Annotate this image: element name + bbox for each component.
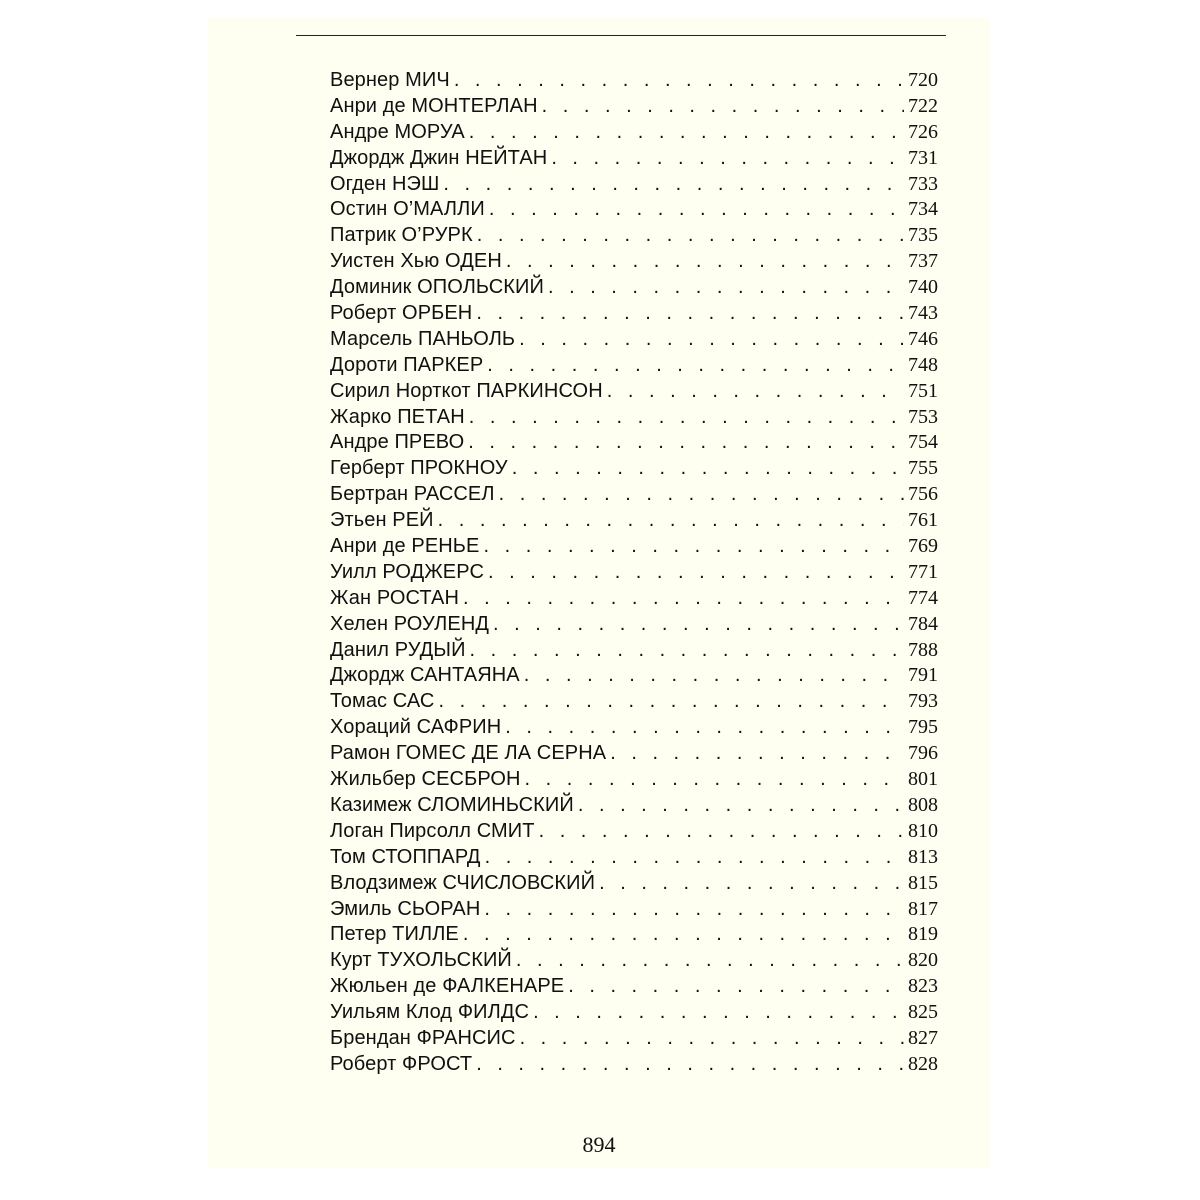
toc-dot-leader bbox=[519, 327, 904, 353]
toc-entry bbox=[330, 1026, 938, 1052]
toc-dot-leader bbox=[499, 482, 904, 508]
toc-entry-page: 755 bbox=[908, 457, 938, 480]
toc-entry-name: Курт ТУХОЛЬСКИЙ bbox=[330, 949, 512, 972]
toc-entry-name: Роберт ФРОСТ bbox=[330, 1052, 473, 1075]
toc-dot-leader bbox=[599, 871, 904, 897]
toc-entry-page: 761 bbox=[908, 509, 938, 532]
toc-entry bbox=[330, 379, 938, 405]
toc-dot-leader bbox=[524, 663, 904, 689]
toc-entry-page: 735 bbox=[908, 224, 938, 247]
toc-dot-leader bbox=[505, 715, 904, 741]
toc-entry bbox=[330, 275, 938, 301]
toc-dot-leader bbox=[485, 845, 904, 871]
toc-entry-name: Петер ТИЛЛЕ bbox=[330, 923, 459, 946]
toc-entry-page: 756 bbox=[908, 483, 938, 506]
toc-dot-leader bbox=[525, 767, 904, 793]
toc-entry-page: 788 bbox=[908, 638, 938, 661]
toc-dot-leader bbox=[548, 275, 904, 301]
toc-entry-name: Огден НЭШ bbox=[330, 172, 440, 195]
toc-entry-page: 726 bbox=[908, 120, 938, 143]
toc-entry-page: 733 bbox=[908, 172, 938, 195]
toc-entry bbox=[330, 197, 938, 223]
toc-entry-name: Джордж САНТАЯНА bbox=[330, 664, 520, 687]
toc-entry bbox=[330, 741, 938, 767]
toc-entry-page: 784 bbox=[908, 612, 938, 635]
toc-entry-page: 815 bbox=[908, 871, 938, 894]
toc-entry bbox=[330, 586, 938, 612]
toc-entry-name: Жарко ПЕТАН bbox=[330, 405, 465, 428]
toc-entry-name: Томас САС bbox=[330, 690, 435, 713]
toc-entry bbox=[330, 508, 938, 534]
toc-entry bbox=[330, 715, 938, 741]
toc-dot-leader bbox=[443, 172, 904, 198]
toc-entry bbox=[330, 948, 938, 974]
toc-entry bbox=[330, 897, 938, 923]
toc-entry-page: 771 bbox=[908, 560, 938, 583]
toc-entry bbox=[330, 430, 938, 456]
toc-entry-page: 753 bbox=[908, 405, 938, 428]
toc-entry-page: 743 bbox=[908, 302, 938, 325]
toc-entry bbox=[330, 534, 938, 560]
toc-dot-leader bbox=[454, 68, 904, 94]
toc-entry-page: 751 bbox=[908, 379, 938, 402]
toc-entry bbox=[330, 974, 938, 1000]
toc-entry bbox=[330, 819, 938, 845]
book-page bbox=[208, 18, 990, 1168]
toc-entry bbox=[330, 871, 938, 897]
toc-entry bbox=[330, 612, 938, 638]
toc-entry-name: Остин О’МАЛЛИ bbox=[330, 198, 485, 221]
toc-dot-leader bbox=[512, 456, 904, 482]
toc-entry bbox=[330, 327, 938, 353]
toc-dot-leader bbox=[477, 223, 904, 249]
toc-dot-leader bbox=[483, 534, 904, 560]
toc-entry-name: Дороти ПАРКЕР bbox=[330, 353, 484, 376]
toc-entry-page: 793 bbox=[908, 690, 938, 713]
toc-entry-name: Рамон ГОМЕС ДЕ ЛА СЕРНА bbox=[330, 742, 607, 765]
toc-dot-leader bbox=[470, 638, 904, 664]
toc-entry-page: 813 bbox=[908, 845, 938, 868]
toc-entry-page: 828 bbox=[908, 1052, 938, 1075]
toc-entry-page: 796 bbox=[908, 742, 938, 765]
table-of-contents bbox=[330, 68, 938, 1078]
toc-entry bbox=[330, 793, 938, 819]
toc-entry bbox=[330, 663, 938, 689]
toc-dot-leader bbox=[520, 1026, 904, 1052]
toc-entry-name: Уильям Клод ФИЛДС bbox=[330, 1001, 530, 1024]
toc-entry-name: Хелен РОУЛЕНД bbox=[330, 612, 490, 635]
toc-entry bbox=[330, 68, 938, 94]
toc-entry-name: Роберт ОРБЕН bbox=[330, 302, 473, 325]
toc-entry bbox=[330, 638, 938, 664]
toc-entry-page: 823 bbox=[908, 975, 938, 998]
toc-entry bbox=[330, 146, 938, 172]
toc-dot-leader bbox=[438, 508, 904, 534]
toc-entry-page: 746 bbox=[908, 327, 938, 350]
toc-entry-name: Патрик О’РУРК bbox=[330, 224, 473, 247]
toc-entry-name: Хораций САФРИН bbox=[330, 716, 502, 739]
toc-entry-name: Уилл РОДЖЕРС bbox=[330, 560, 485, 583]
toc-dot-leader bbox=[476, 1052, 904, 1078]
toc-dot-leader bbox=[468, 430, 904, 456]
toc-dot-leader bbox=[551, 146, 904, 172]
toc-entry-page: 734 bbox=[908, 198, 938, 221]
toc-entry-page: 720 bbox=[908, 69, 938, 91]
toc-entry-page: 791 bbox=[908, 664, 938, 687]
toc-entry bbox=[330, 353, 938, 379]
toc-dot-leader bbox=[516, 948, 904, 974]
toc-entry-page: 827 bbox=[908, 1026, 938, 1049]
toc-entry-page: 820 bbox=[908, 949, 938, 972]
toc-entry-name: Герберт ПРОКНОУ bbox=[330, 457, 508, 480]
toc-entry-page: 817 bbox=[908, 897, 938, 920]
toc-entry-name: Доминик ОПОЛЬСКИЙ bbox=[330, 276, 544, 299]
toc-entry-page: 808 bbox=[908, 793, 938, 816]
toc-entry-name: Жильбер СЕСБРОН bbox=[330, 768, 521, 791]
toc-entry bbox=[330, 922, 938, 948]
toc-entry-page: 722 bbox=[908, 94, 938, 117]
toc-entry-page: 774 bbox=[908, 586, 938, 609]
toc-dot-leader bbox=[533, 1000, 904, 1026]
toc-entry bbox=[330, 482, 938, 508]
toc-entry-name: Логан Пирсолл СМИТ bbox=[330, 819, 535, 842]
toc-dot-leader bbox=[463, 586, 904, 612]
toc-dot-leader bbox=[568, 974, 904, 1000]
toc-entry-page: 801 bbox=[908, 768, 938, 791]
toc-entry bbox=[330, 845, 938, 871]
toc-dot-leader bbox=[489, 197, 904, 223]
toc-entry bbox=[330, 560, 938, 586]
toc-entry-name: Жюльен де ФАЛКЕНАРЕ bbox=[330, 975, 565, 998]
toc-dot-leader bbox=[469, 120, 904, 146]
toc-entry bbox=[330, 94, 938, 120]
toc-dot-leader bbox=[476, 301, 904, 327]
toc-entry bbox=[330, 172, 938, 198]
toc-dot-leader bbox=[493, 612, 904, 638]
toc-entry-page: 810 bbox=[908, 819, 938, 842]
toc-entry bbox=[330, 767, 938, 793]
toc-dot-leader bbox=[469, 405, 904, 431]
toc-dot-leader bbox=[506, 249, 904, 275]
toc-entry-page: 769 bbox=[908, 535, 938, 558]
toc-entry-name: Брендан ФРАНСИС bbox=[330, 1026, 516, 1049]
toc-entry-name: Уистен Хью ОДЕН bbox=[330, 250, 502, 273]
toc-entry bbox=[330, 301, 938, 327]
toc-entry bbox=[330, 1052, 938, 1078]
top-rule bbox=[296, 35, 946, 36]
toc-entry-page: 737 bbox=[908, 250, 938, 273]
toc-entry bbox=[330, 689, 938, 715]
toc-entry-name: Эмиль СЬОРАН bbox=[330, 897, 481, 920]
toc-entry bbox=[330, 405, 938, 431]
toc-entry-page: 740 bbox=[908, 276, 938, 299]
toc-entry-name: Анри де МОНТЕРЛАН bbox=[330, 94, 538, 117]
toc-entry-name: Вернер МИЧ bbox=[330, 69, 450, 91]
toc-dot-leader bbox=[488, 560, 904, 586]
toc-dot-leader bbox=[607, 379, 904, 405]
toc-entry-name: Этьен РЕЙ bbox=[330, 509, 434, 532]
toc-entry-name: Анри де РЕНЬЕ bbox=[330, 535, 480, 558]
toc-dot-leader bbox=[487, 353, 904, 379]
toc-entry-name: Марсель ПАНЬОЛЬ bbox=[330, 327, 516, 350]
toc-entry-name: Сирил Норткот ПАРКИНСОН bbox=[330, 379, 603, 402]
toc-entry-name: Джордж Джин НЕЙТАН bbox=[330, 146, 548, 169]
toc-entry-page: 795 bbox=[908, 716, 938, 739]
toc-entry-name: Влодзимеж СЧИСЛОВСКИЙ bbox=[330, 871, 596, 894]
toc-entry-name: Андре МОРУА bbox=[330, 120, 465, 143]
page-number: 894 bbox=[582, 1132, 616, 1157]
toc-entry-page: 819 bbox=[908, 923, 938, 946]
toc-entry bbox=[330, 223, 938, 249]
toc-dot-leader bbox=[438, 689, 904, 715]
toc-entry-page: 748 bbox=[908, 353, 938, 376]
toc-entry-name: Андре ПРЕВО bbox=[330, 431, 465, 454]
toc-entry bbox=[330, 456, 938, 482]
toc-dot-leader bbox=[484, 897, 904, 923]
toc-dot-leader bbox=[539, 819, 904, 845]
toc-entry-page: 731 bbox=[908, 146, 938, 169]
toc-entry-name: Бертран РАССЕЛ bbox=[330, 483, 495, 506]
toc-entry-name: Казимеж СЛОМИНЬСКИЙ bbox=[330, 793, 574, 816]
toc-entry-page: 754 bbox=[908, 431, 938, 454]
toc-entry bbox=[330, 120, 938, 146]
toc-dot-leader bbox=[463, 922, 904, 948]
toc-dot-leader bbox=[610, 741, 904, 767]
toc-entry-page: 825 bbox=[908, 1001, 938, 1024]
toc-entry bbox=[330, 1000, 938, 1026]
toc-entry-name: Том СТОППАРД bbox=[330, 845, 481, 868]
toc-entry-name: Данил РУДЫЙ bbox=[330, 638, 466, 661]
toc-entry bbox=[330, 249, 938, 275]
toc-dot-leader bbox=[542, 94, 904, 120]
toc-entry-name: Жан РОСТАН bbox=[330, 586, 459, 609]
toc-dot-leader bbox=[578, 793, 904, 819]
